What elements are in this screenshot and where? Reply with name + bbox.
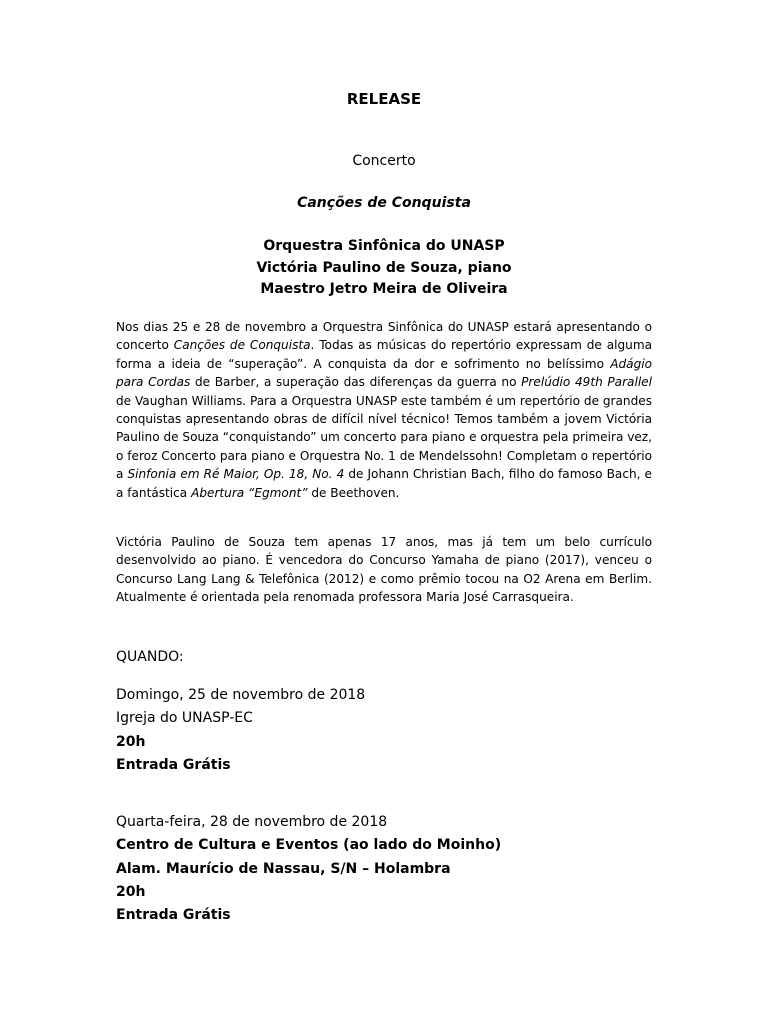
credits-block xyxy=(0,236,768,301)
event-time: 20h xyxy=(116,883,146,900)
event-kind: Concerto xyxy=(352,153,416,169)
event-entry: Entrada Grátis xyxy=(116,907,231,924)
text-run: de Barber, a superação das diferenças da guerra no xyxy=(190,375,522,390)
work-title: Abertura “Egmont” xyxy=(191,485,308,500)
event-venue: Igreja do UNASP-EC xyxy=(116,710,253,727)
concert-name: Canções de Conquista xyxy=(297,195,471,211)
event-address: Alam. Maurício de Nassau, S/N – Holambra xyxy=(116,860,451,877)
event-1 xyxy=(116,684,365,777)
event-time: 20h xyxy=(116,733,146,750)
description-paragraph xyxy=(116,318,652,502)
soloist-bio-paragraph: Victória Paulino de Souza tem apenas 17 anos, mas já tem um belo currículo desenvolvido ao piano. É vencedora do Concurso Yamaha de piano (2017), venceu o Concurso Lang Lang & Telefônica (2012) e como prêmio tocou na O2 Arena em Berlim. Atualmente é orientada pela renomada professora Maria José Carrasqueira. xyxy=(116,535,652,605)
work-title: Sinfonia em Ré Maior, Op. 18, No. 4 xyxy=(127,467,345,482)
orchestra-name: Orquestra Sinfônica do UNASP xyxy=(263,238,505,254)
event-venue: Centro de Cultura e Eventos (ao lado do Moinho) xyxy=(116,837,502,854)
when-label: QUANDO: xyxy=(116,649,184,665)
event-date: Domingo, 25 de novembro de 2018 xyxy=(116,687,366,703)
event-date: Quarta-feira, 28 de novembro de 2018 xyxy=(116,814,388,830)
event-2 xyxy=(116,811,501,927)
text-run: de Beethoven. xyxy=(307,485,400,500)
soloist-name: Victória Paulino de Souza, piano xyxy=(256,259,512,276)
text-run: de Johann Christian Bach, filho do famoso Bach, e a fantástica xyxy=(116,467,652,500)
text-run: de Vaughan Williams. Para a Orquestra UNASP este também é um repertório de grandes conquistas apresentando obras de difícil nível técnico! Temos também a jovem Victória Paulino de Souza “conquistando” um concerto para piano e orquestra pela primeira vez, o feroz Concerto para piano e Orquestra No. 1 de Mendelssohn! Completam o repertório a xyxy=(116,393,652,482)
event-entry: Entrada Grátis xyxy=(116,756,231,773)
work-title: Canções de Conquista xyxy=(173,338,311,353)
conductor-name: Maestro Jetro Meira de Oliveira xyxy=(260,281,508,297)
work-title: Prelúdio 49th Parallel xyxy=(521,375,652,390)
release-title: RELEASE xyxy=(346,90,422,108)
work-title: Adágio para Cordas xyxy=(116,356,652,390)
text-run: Nos dias 25 e 28 de novembro a Orquestra Sinfônica do UNASP estará apresentando o concerto xyxy=(116,320,652,353)
text-run: . Todas as músicas do repertório expressam de alguma forma a ideia de “superação”. A conquista da dor e sofrimento no belíssimo xyxy=(116,338,653,371)
